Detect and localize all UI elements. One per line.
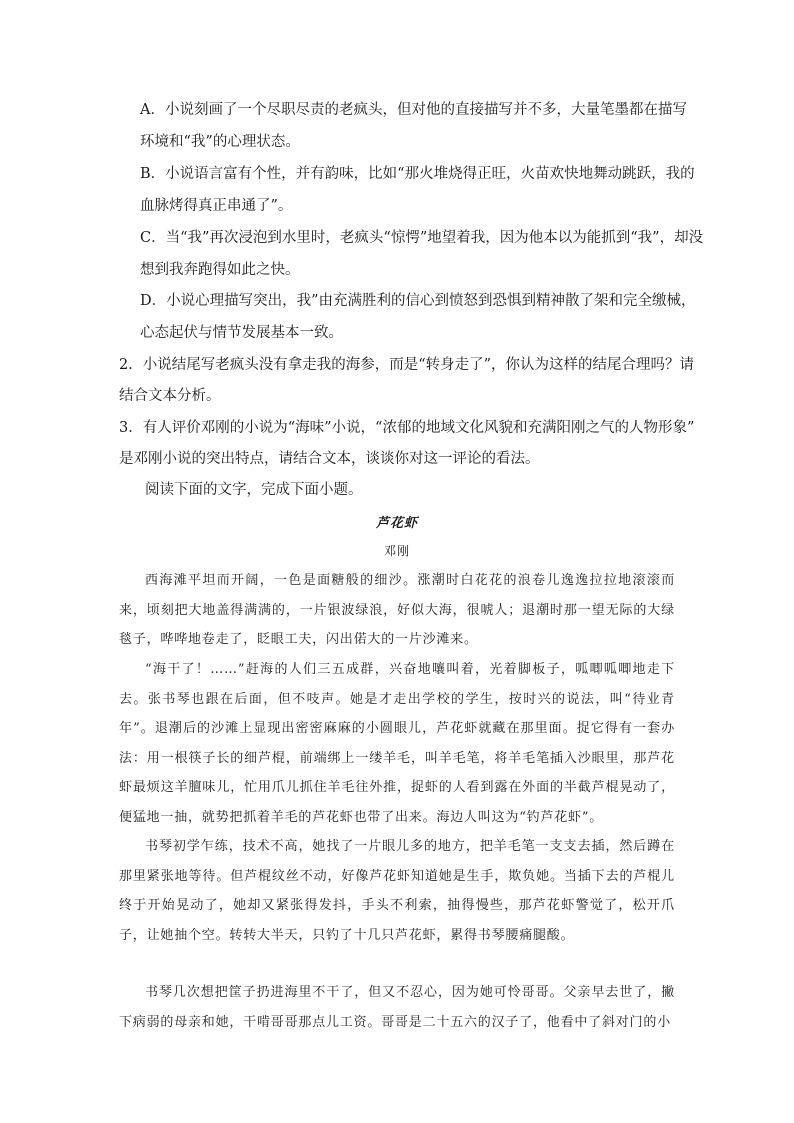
story-paragraph-3: 书琴初学乍练，技术不高，她找了一片眼儿多的地方，把羊毛笔一支支去插，然后蹲在那里紧张地等待。但芦棍纹丝不动，好像芦花虾知道她是生手，欺负她。当插下去的芦棍儿终于开始晃动了，她却又紧张得发抖，手头不利索，抽得慢些，那芦花虾警觉了，松开爪子，让她抽个空。转转大半天，只钓了十几只芦花虾，累得书琴腰痛腿酸。	[119, 839, 675, 943]
story-paragraph-2: “海干了！……”赶海的人们三五成群，兴奋地嚷叫着，光着脚板子，呱唧呱唧地走下去。张书琴也跟在后面，但不吱声。她是才走出学校的学生，按时兴的说法，叫“待业青年”。退潮后的沙滩上显现出密密麻麻的小圆眼儿，芦花虾就藏在那里面。捉它得有一套办法：用一根筷子长的细芦棍，前端绑上一缕羊毛，叫羊毛笔，将羊毛笔插入沙眼里，那芦花虾最烦这羊膻味儿，忙用爪儿抓住羊毛往外推，捉虾的人看到露在外面的半截芦棍晃动了，便猛地一抽，就势把抓着羊毛的芦花虾也带了出来。海边人叫这为“钓芦花虾”。	[119, 662, 675, 825]
option-a-line-2: 环境和“我”的心理状态。	[140, 134, 300, 150]
story-title: 芦花虾	[375, 516, 418, 531]
story-author: 邓刚	[383, 544, 410, 558]
option-a-line-1: A．小说刻画了一个尽职尽责的老疯头，但对他的直接描写并不多，大量笔墨都在描写	[140, 102, 687, 118]
question-2-line-1: 2．小说结尾写老疯头没有拿走我的海参，而是“转身走了”，你认为这样的结尾合理吗？请	[119, 357, 695, 373]
option-d-line-1: D．小说心理描写突出，我”由充满胜利的信心到愤怒到恐惧到精神散了架和完全缴械，	[140, 293, 696, 309]
question-3-line-2: 是邓刚小说的突出特点，请结合文本，谈谈你对这一评论的看法。	[119, 451, 540, 467]
story-paragraph-4: 书琴几次想把筐子扔进海里不干了，但又不忍心，因为她可怜哥哥。父亲早去世了，撇下病弱的母亲和她，干啃哥哥那点儿工资。哥哥是二十五六的汉子了，他看中了斜对门的小	[119, 985, 675, 1030]
question-3-line-1: 3．有人评价邓刚的小说为“海味”小说，“浓郁的地域文化风貌和充满阳刚之气的人物形象”	[119, 420, 695, 436]
option-b-line-1: B．小说语言富有个性，并有韵味，比如“那火堆烧得正旺，火苗欢快地舞动跳跃，我的	[140, 166, 695, 182]
option-d-line-2: 心态起伏与情节发展基本一致。	[140, 325, 343, 341]
question-2-line-2: 结合文本分析。	[119, 388, 221, 404]
story-paragraph-1: 西海滩平坦而开阔，一色是面糖般的细沙。涨潮时白花花的浪卷儿逸逸拉拉地滚滚而来，顷刻把大地盖得满满的，一片银波绿浪，好似大海，很唬人；退潮时那一望无际的大绿毯子，哗哗地卷走了，眨眼工夫，闪出偌大的一片沙滩来。	[119, 573, 675, 647]
option-c-line-2: 想到我奔跑得如此之快。	[140, 262, 300, 278]
option-c-line-1: C．当“我”再次浸泡到水里时，老疯头“惊愕”地望着我，因为他本以为能抓到“我”，却没	[140, 230, 704, 246]
option-b-line-2: 血脉烤得真正串通了”。	[140, 198, 293, 214]
reading-instruction: 阅读下面的文字，完成下面小题。	[145, 482, 363, 498]
